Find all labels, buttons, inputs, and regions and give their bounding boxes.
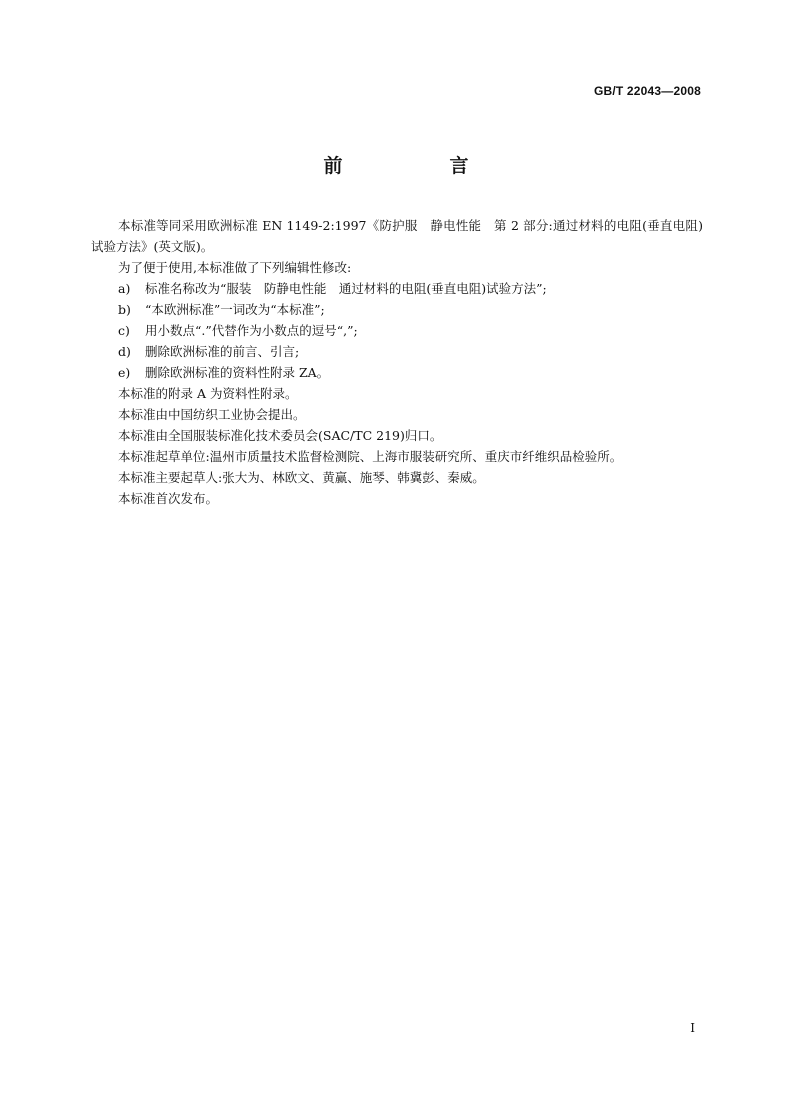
list-item — [91, 299, 703, 320]
drafters-paragraph: 本标准主要起草人:张大为、林欧文、黄赢、施琴、韩冀彭、秦威。 — [118, 470, 485, 485]
list-item-text: 标准名称改为“服装 防静电性能 通过材料的电阻(垂直电阻)试验方法”; — [145, 281, 547, 296]
list-item — [91, 320, 703, 341]
list-item-text: 删除欧洲标准的前言、引言; — [145, 344, 300, 359]
list-marker: d) — [118, 344, 131, 359]
proposer-paragraph: 本标准由中国纺织工业协会提出。 — [118, 407, 306, 422]
list-marker: a) — [118, 281, 131, 296]
list-item — [91, 341, 703, 362]
first-release-paragraph: 本标准首次发布。 — [118, 491, 219, 506]
page-title: 前 言 — [323, 155, 513, 177]
list-item — [91, 278, 703, 299]
drafting-units-paragraph: 本标准起草单位:温州市质量技术监督检测院、上海市服装研究所、重庆市纤维织品检验所。 — [118, 449, 623, 464]
list-item-text: 删除欧洲标准的资料性附录 ZA。 — [145, 365, 330, 380]
page-number: I — [690, 1021, 695, 1035]
committee-paragraph: 本标准由全国服装标准化技术委员会(SAC/TC 219)归口。 — [118, 428, 443, 443]
list-item — [91, 362, 703, 383]
document-body — [91, 215, 703, 509]
list-marker: c) — [118, 323, 130, 338]
adoption-paragraph: 本标准等同采用欧洲标准 EN 1149-2:1997《防护服 静电性能 第 2 部分:通过材料的电阻(垂直电阻)试验方法》(英文版)。 — [91, 218, 703, 254]
list-item-text: “本欧洲标准”一词改为“本标准”; — [145, 302, 325, 317]
standard-code: GB/T 22043—2008 — [593, 84, 701, 98]
list-marker: e) — [118, 365, 131, 380]
list-item-text: 用小数点“.”代替作为小数点的逗号“,”; — [145, 323, 358, 338]
annex-paragraph: 本标准的附录 A 为资料性附录。 — [118, 386, 298, 401]
list-marker: b) — [118, 302, 131, 317]
edits-intro-paragraph: 为了便于使用,本标准做了下列编辑性修改: — [118, 260, 352, 275]
